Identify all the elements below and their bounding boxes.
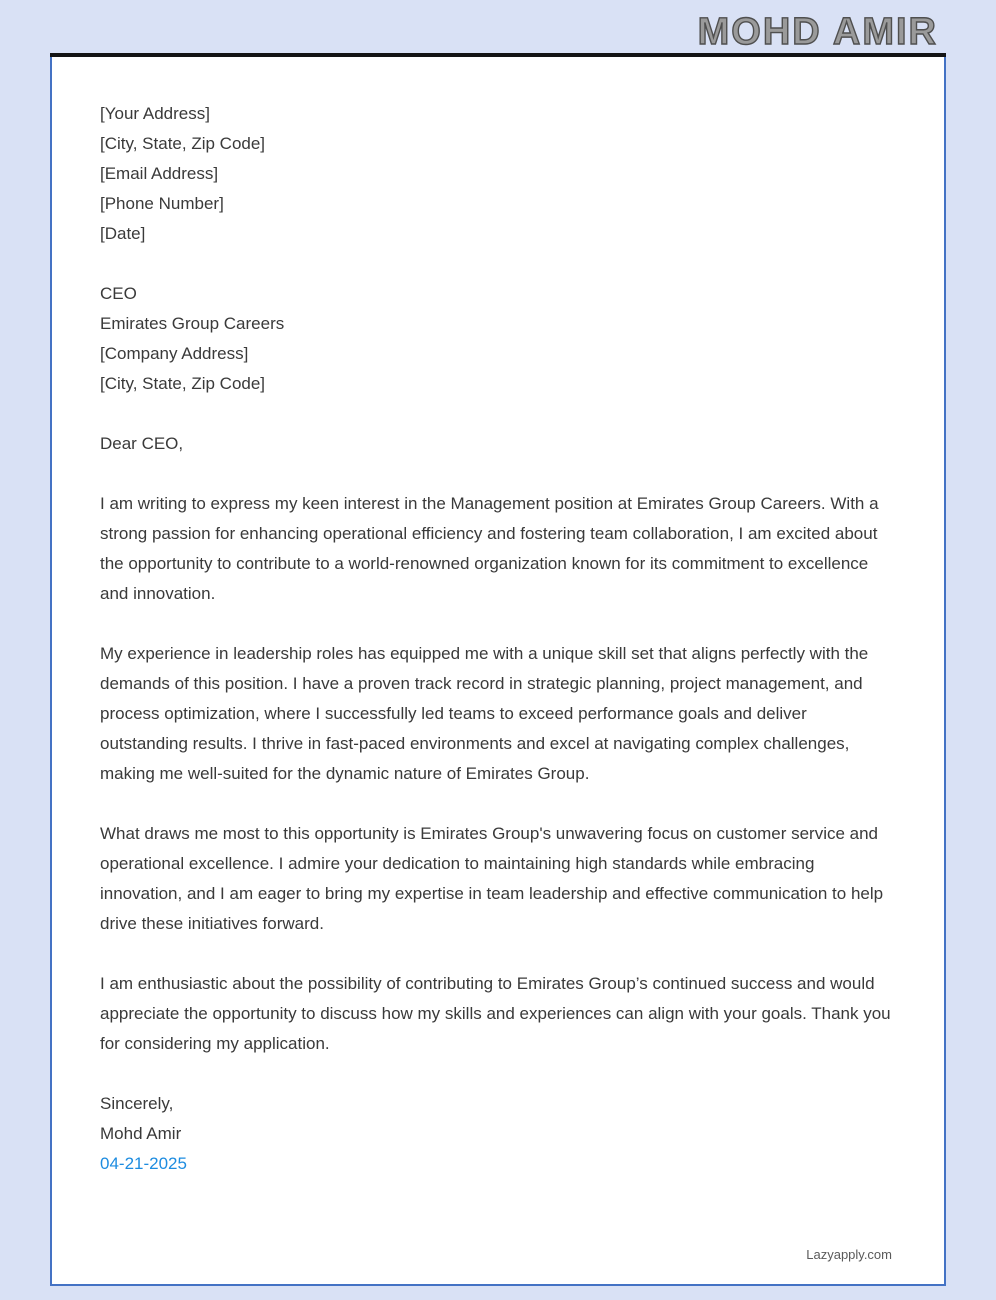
salutation (100, 429, 894, 459)
salutation-text: Dear CEO, (100, 434, 184, 453)
recipient-address-line: CEO (100, 284, 137, 303)
sender-address-block (100, 99, 894, 249)
header-name: MOHD AMIR (697, 11, 938, 53)
letter-body (50, 57, 946, 1286)
recipient-address-line: [City, State, Zip Code] (100, 374, 266, 393)
signature-name: Mohd Amir (100, 1124, 182, 1143)
body-paragraph-4: I am enthusiastic about the possibility of contributing to Emirates Group’s continued success and would appreciate the opportunity to discuss how my skills and experiences can align with your goals. Thank you for considering my application. (100, 974, 891, 1053)
watermark: Lazyapply.com (806, 1247, 892, 1262)
recipient-address-line: Emirates Group Careers (100, 314, 285, 333)
body-paragraph-3: What draws me most to this opportunity is Emirates Group's unwavering focus on customer service and operational excellence. I admire your dedication to maintaining high standards while embracing innovation, and I am eager to bring my expertise in team leadership and effective communication to help drive these initiatives forward. (100, 824, 884, 933)
body-paragraph-2: My experience in leadership roles has equipped me with a unique skill set that aligns perfectly with the demands of this position. I have a proven track record in strategic planning, project management, and process optimization, where I successfully led teams to exceed performance goals and deliver outstanding results. I thrive in fast-paced environments and excel at navigating complex challenges, making me well-suited for the dynamic nature of Emirates Group. (100, 644, 869, 783)
closing-text: Sincerely, (100, 1094, 174, 1113)
letter-date: 04-21-2025 (100, 1154, 187, 1173)
sender-address-line: [Date] (100, 224, 146, 243)
sender-address-line: [Your Address] (100, 104, 210, 123)
body-paragraph-1: I am writing to express my keen interest in the Management position at Emirates Group Careers. With a strong passion for enhancing operational efficiency and fostering team collaboration, I am excited about the opportunity to contribute to a world-renowned organization known for its commitment to excellence and innovation. (100, 494, 879, 603)
letter-header (50, 0, 946, 53)
recipient-address-line: [Company Address] (100, 344, 249, 363)
signature-block (100, 1089, 894, 1179)
sender-address-line: [City, State, Zip Code] (100, 134, 266, 153)
sender-address-line: [Phone Number] (100, 194, 224, 213)
sender-address-line: [Email Address] (100, 164, 219, 183)
recipient-address-block (100, 279, 894, 399)
